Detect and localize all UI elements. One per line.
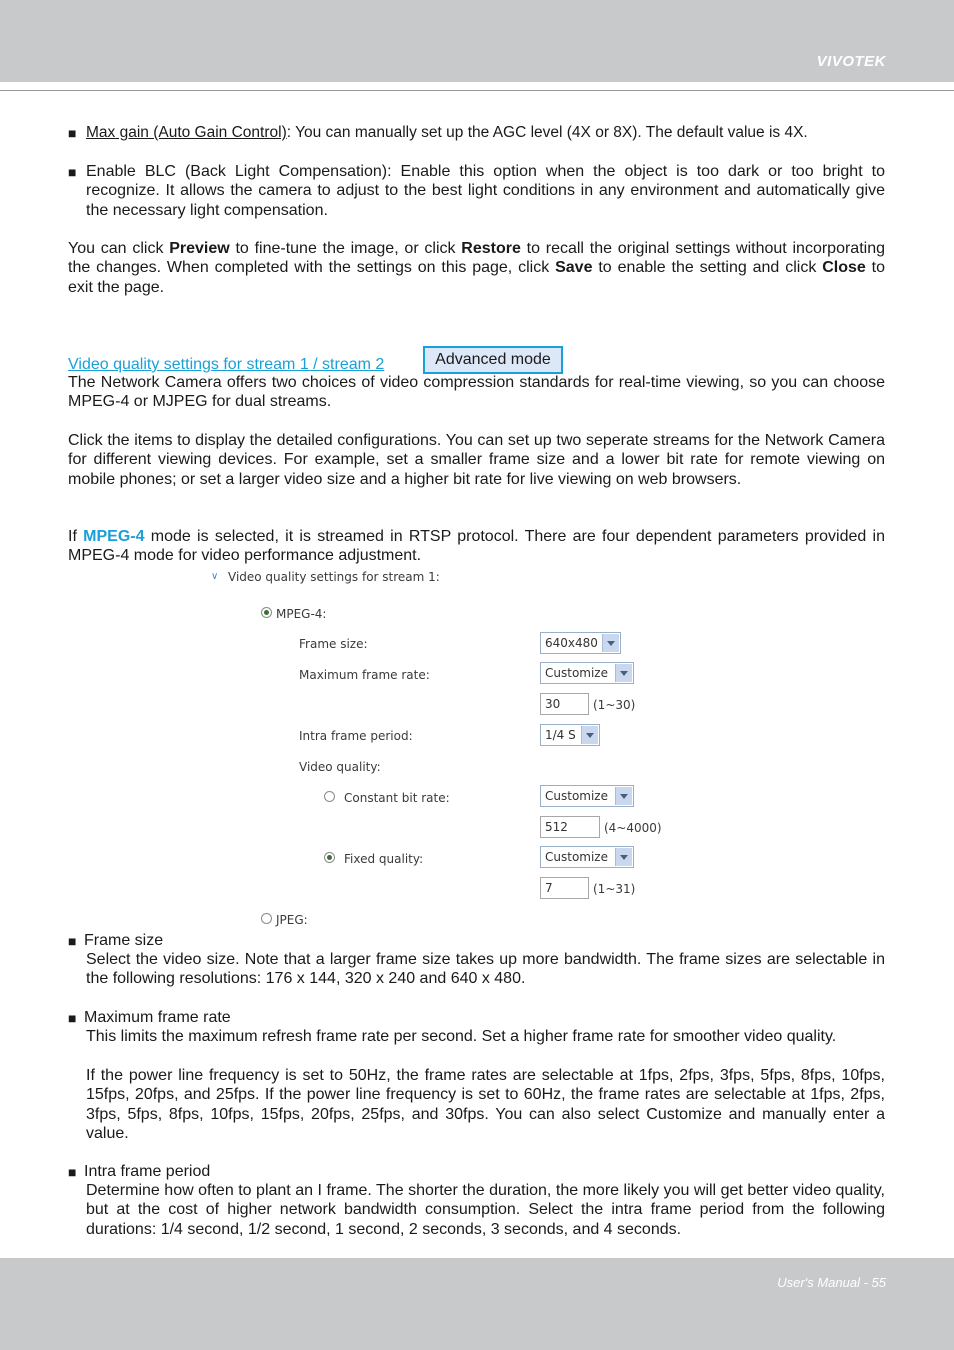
fixed-quality-range: (1~31): [593, 882, 636, 896]
fixed-quality-radio[interactable]: [324, 852, 335, 863]
frame-size-description: Select the video size. Note that a larger frame size takes up more bandwidth. The frame sizes are selectable in the following resolutions: 176 x 144, 320 x 240 and 640 x 480.: [86, 951, 885, 988]
max-frame-rate-description: This limits the maximum refresh frame rate per second. Set a higher frame rate for smoother video quality.: [86, 1028, 837, 1045]
advanced-mode-button[interactable]: Advanced mode: [423, 346, 563, 374]
chevron-down-icon: [615, 848, 632, 866]
frame-size-select[interactable]: [540, 632, 621, 654]
chevron-down-icon: [615, 664, 632, 682]
constant-bit-rate-select[interactable]: [540, 785, 634, 807]
chevron-down-icon: [602, 634, 619, 652]
stream1-section-title: Video quality settings for stream 1:: [228, 570, 440, 584]
page-footer: [0, 1258, 954, 1350]
text-span: mode is selected, it is streamed in RTSP protocol. There are four dependent parameters provided in MPEG-4 mode for video performance adjustment.: [68, 528, 885, 565]
max-gain-label: Max gain (Auto Gain Control): [86, 124, 287, 141]
max-frame-rate-input[interactable]: [540, 693, 589, 715]
frame-size-heading: Frame size: [84, 932, 164, 949]
intra-frame-period-value: 1/4 S: [545, 728, 576, 742]
blc-paragraph: Enable BLC (Back Light Compensation): Enable this option when the object is too dark or too bright to recognize. It allows the camera to adjust to the best light conditions in any environment and automatically give the necessary light compensation.: [86, 163, 885, 219]
intra-frame-period-label: Intra frame period:: [299, 729, 413, 743]
max-frame-rate-select[interactable]: [540, 662, 634, 684]
constant-bit-rate-label: Constant bit rate:: [344, 791, 450, 805]
mpeg4-radio[interactable]: [261, 607, 272, 618]
page-number: User's Manual - 55: [777, 1275, 886, 1290]
chevron-down-icon: [581, 726, 598, 744]
mpeg4-term: MPEG-4: [83, 528, 145, 545]
bullet-icon: ■: [68, 1010, 77, 1026]
text-span: to exit the page.: [68, 259, 886, 296]
text-span: to recall the original settings without incorporating the changes. When completed with the settings on this page, click: [68, 240, 885, 277]
intra-frame-period-description: Determine how often to plant an I frame. The shorter the duration, the more likely you will get better video quality, but at the cost of higher network bandwidth consumption. Select the intra frame period from the following durations: 1/4 second, 1/2 second, 1 second, 2 seconds, 3 seconds, and 4 seconds.: [86, 1182, 885, 1238]
constant-bit-rate-value: Customize: [545, 789, 608, 803]
fixed-quality-label: Fixed quality:: [344, 852, 424, 866]
fixed-quality-value: Customize: [545, 850, 608, 864]
fixed-quality-select[interactable]: [540, 846, 634, 868]
jpeg-label: JPEG:: [276, 913, 308, 927]
max-frame-rate-input-value: 30: [545, 697, 561, 711]
frame-size-value: 640x480: [545, 636, 598, 650]
bullet-icon: ■: [68, 933, 77, 949]
header-divider: [0, 90, 954, 91]
fixed-quality-input-value: 7: [545, 881, 553, 895]
chevron-down-icon: ∨: [211, 571, 219, 582]
intra-frame-period-select[interactable]: [540, 724, 600, 746]
jpeg-radio[interactable]: [261, 913, 272, 924]
choices-paragraph: The Network Camera offers two choices of video compression standards for real-time viewing, so you can choose MPEG-4 or MJPEG for dual streams.: [68, 374, 885, 411]
video-quality-link[interactable]: Video quality settings for stream 1 / stream 2: [68, 356, 385, 373]
constant-bit-rate-range: (4~4000): [604, 821, 662, 835]
bullet-icon: ■: [68, 164, 77, 180]
video-quality-label: Video quality:: [299, 760, 381, 774]
max-frame-rate-label: Maximum frame rate:: [299, 668, 430, 682]
click-items-paragraph: Click the items to display the detailed configurations. You can set up two seperate streams for the Network Camera for different viewing devices. For example, set a smaller frame size and a lower bit rate for remote viewing on mobile phones; or set a larger video size and a higher bit rate for live viewing on web browsers.: [68, 432, 885, 488]
max-frame-rate-heading: Maximum frame rate: [84, 1009, 231, 1026]
mpeg4-label: MPEG-4:: [276, 607, 327, 621]
text-span: to enable the setting and click: [592, 259, 823, 277]
preview-term: Preview: [169, 240, 230, 257]
max-frame-rate-details: If the power line frequency is set to 50Hz, the frame rates are selectable at 1fps, 2fps, 3fps, 5fps, 8fps, 10fps, 15fps, 20fps, and 25fps. If the power line frequency is set to 60Hz, the frame rates are selectable at 1fps, 2fps, 3fps, 5fps, 8fps, 10fps, 15fps, 20fps, 25fps, and 30fps. You can also select Customize and manually enter a value.: [86, 1067, 885, 1142]
constant-bit-rate-input[interactable]: [540, 816, 600, 838]
preview-paragraph: [68, 239, 885, 297]
close-term: Close: [822, 259, 866, 277]
max-frame-rate-value: Customize: [545, 666, 608, 680]
max-frame-rate-range: (1~30): [593, 698, 636, 712]
constant-bit-rate-input-value: 512: [545, 820, 568, 834]
max-gain-text: : You can manually set up the AGC level (4X or 8X). The default value is 4X.: [286, 124, 808, 141]
bullet-icon: ■: [68, 125, 77, 141]
bullet-icon: ■: [68, 1164, 77, 1180]
page-header: [0, 0, 954, 82]
text-span: You can click: [68, 240, 170, 257]
brand-logo: VIVOTEK: [816, 53, 886, 70]
save-term: Save: [555, 259, 593, 277]
intra-frame-period-heading: Intra frame period: [84, 1163, 211, 1180]
fixed-quality-input[interactable]: [540, 877, 589, 899]
max-gain-paragraph: [86, 123, 885, 142]
restore-term: Restore: [461, 240, 521, 257]
frame-size-label: Frame size:: [299, 637, 368, 651]
chevron-down-icon: [615, 787, 632, 805]
text-span: If: [68, 528, 84, 545]
constant-bit-rate-radio[interactable]: [324, 791, 335, 802]
text-span: to fine-tune the image, or click: [229, 240, 462, 257]
mpeg4-paragraph: [68, 527, 885, 566]
